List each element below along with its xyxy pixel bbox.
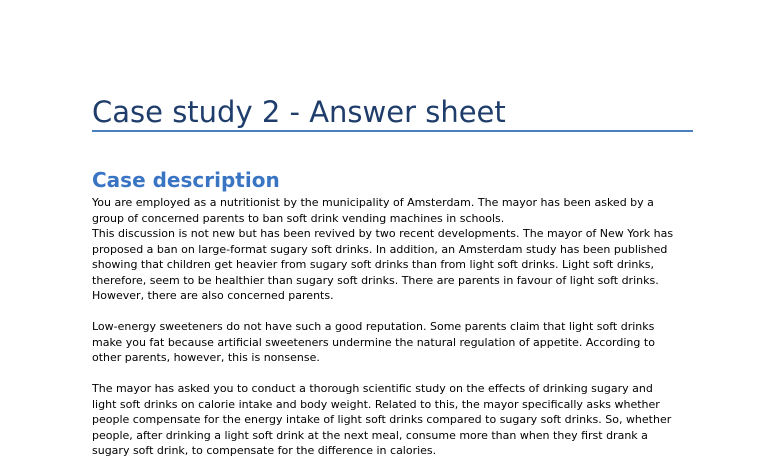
text-line: proposed a ban on large-format sugary soft drinks. In addition, an Amsterdam study has been published <box>92 242 668 256</box>
paragraph-spacer <box>92 366 694 382</box>
text-line: Low-energy sweeteners do not have such a good reputation. Some parents claim that light soft drinks <box>92 320 655 333</box>
paragraph-3 <box>92 381 694 459</box>
page-title: Case study 2 - Answer sheet <box>92 95 506 129</box>
section-heading: Case description <box>92 168 280 192</box>
text-line: sugary soft drink, to compensate for the difference in calories. <box>92 444 437 457</box>
paragraph-2 <box>92 319 694 366</box>
text-line: This discussion is not new but has been revived by two recent developments. The mayor of New York has <box>92 227 674 240</box>
text-line: make you fat because artificial sweeteners undermine the natural regulation of appetite. According to <box>92 335 655 349</box>
title-underline-divider <box>92 130 693 132</box>
text-line: therefore, seem to be healthier than sugary soft drinks. There are parents in favour of light soft drinks. <box>92 273 659 287</box>
body-text <box>92 195 694 459</box>
text-line: You are employed as a nutritionist by the municipality of Amsterdam. The mayor has been asked by a <box>92 196 654 209</box>
text-line: other parents, however, this is nonsense. <box>92 351 320 364</box>
paragraph-1 <box>92 195 694 304</box>
text-line: group of concerned parents to ban soft drink vending machines in schools. <box>92 211 505 225</box>
text-line: people compensate for the energy intake of light soft drinks compared to sugary soft drinks. So, whether <box>92 413 672 426</box>
text-line: people, after drinking a light soft drink at the next meal, consume more than when they first drank a <box>92 428 648 442</box>
text-line: However, there are also concerned parents. <box>92 289 334 302</box>
text-line: showing that children get heavier from sugary soft drinks than from light soft drinks. Light soft drinks, <box>92 258 654 271</box>
text-line: light soft drinks on calorie intake and body weight. Related to this, the mayor specifically asks whether <box>92 397 660 411</box>
text-line: The mayor has asked you to conduct a thorough scientific study on the effects of drinking sugary and <box>92 382 653 395</box>
paragraph-spacer <box>92 304 694 320</box>
